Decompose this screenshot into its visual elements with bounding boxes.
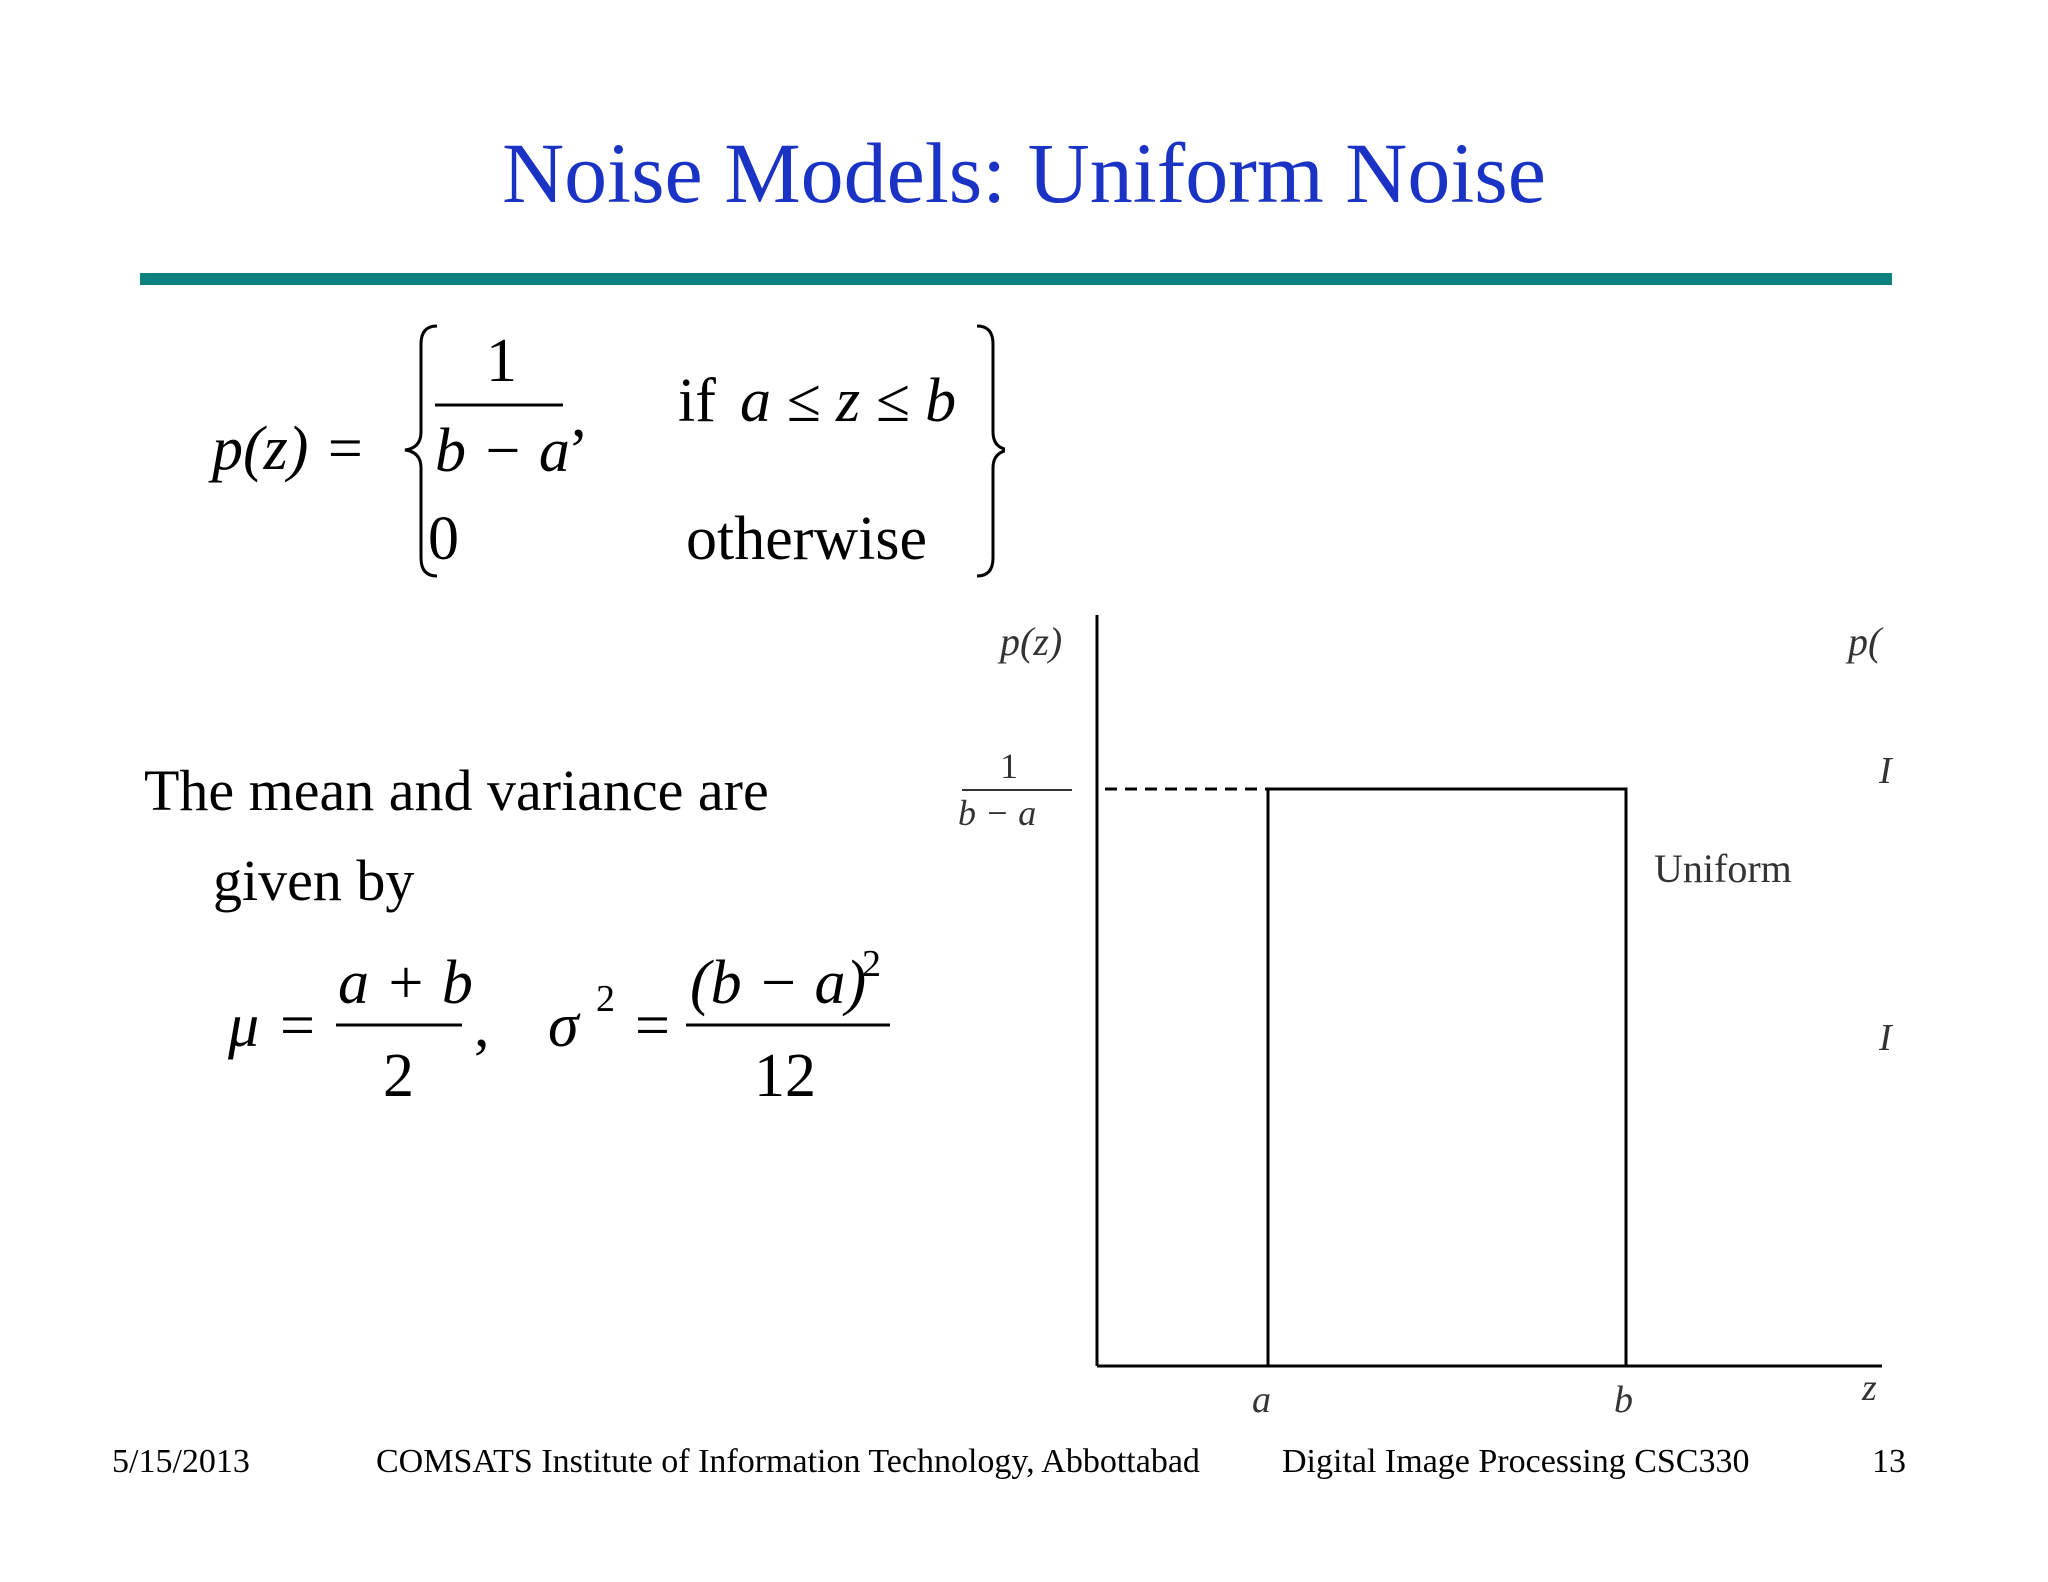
pdf-comma: , [571, 382, 587, 450]
variance-numerator: (b − a) [690, 949, 867, 1017]
stats-comma: , [474, 992, 490, 1060]
pdf-otherwise: otherwise [686, 505, 928, 573]
pdf-zero: 0 [428, 505, 459, 573]
y-axis-label: p(z) [1000, 619, 1063, 664]
pdf-condition: a ≤ z ≤ b [740, 367, 957, 435]
clipped-label-top: p( [1848, 619, 1882, 664]
body-text-line-1: The mean and variance are [144, 758, 769, 823]
pdf-denominator: b − a [435, 417, 570, 485]
mu-numerator: a + b [338, 949, 473, 1017]
clipped-mark-2: I [1879, 1017, 1892, 1059]
variance-denominator: 12 [754, 1042, 816, 1110]
x-tick-b: b [1614, 1379, 1633, 1421]
sigma-symbol: σ [548, 992, 579, 1060]
x-tick-a: a [1252, 1379, 1271, 1421]
uniform-annotation: Uniform [1654, 846, 1792, 891]
mu-denominator: 2 [383, 1042, 414, 1110]
footer-institute: COMSATS Institute of Information Technology, Abbottabad [376, 1443, 1200, 1480]
mu-equals: = [280, 992, 315, 1060]
footer-course: Digital Image Processing CSC330 [1282, 1443, 1750, 1480]
y-tick-denominator: b − a [958, 793, 1037, 833]
chart-axes [1097, 615, 1882, 1366]
pdf-numerator: 1 [486, 327, 517, 395]
pdf-if: if [678, 367, 716, 435]
pdf-lhs: p(z) = [212, 415, 366, 483]
clipped-mark-1: I [1879, 750, 1892, 792]
slide-title: Noise Models: Uniform Noise [502, 125, 1546, 221]
footer-date: 5/15/2013 [112, 1443, 250, 1480]
footer-page-number: 13 [1872, 1443, 1906, 1480]
body-text-line-2: given by [213, 848, 415, 913]
uniform-pdf-line [1097, 789, 1626, 1366]
y-tick-numerator: 1 [1000, 746, 1018, 786]
mu-symbol: μ [228, 992, 260, 1060]
sigma-equals: = [635, 992, 670, 1060]
sigma-exponent: 2 [596, 978, 615, 1020]
variance-numerator-exponent: 2 [862, 943, 881, 985]
x-axis-label: z [1862, 1367, 1877, 1409]
